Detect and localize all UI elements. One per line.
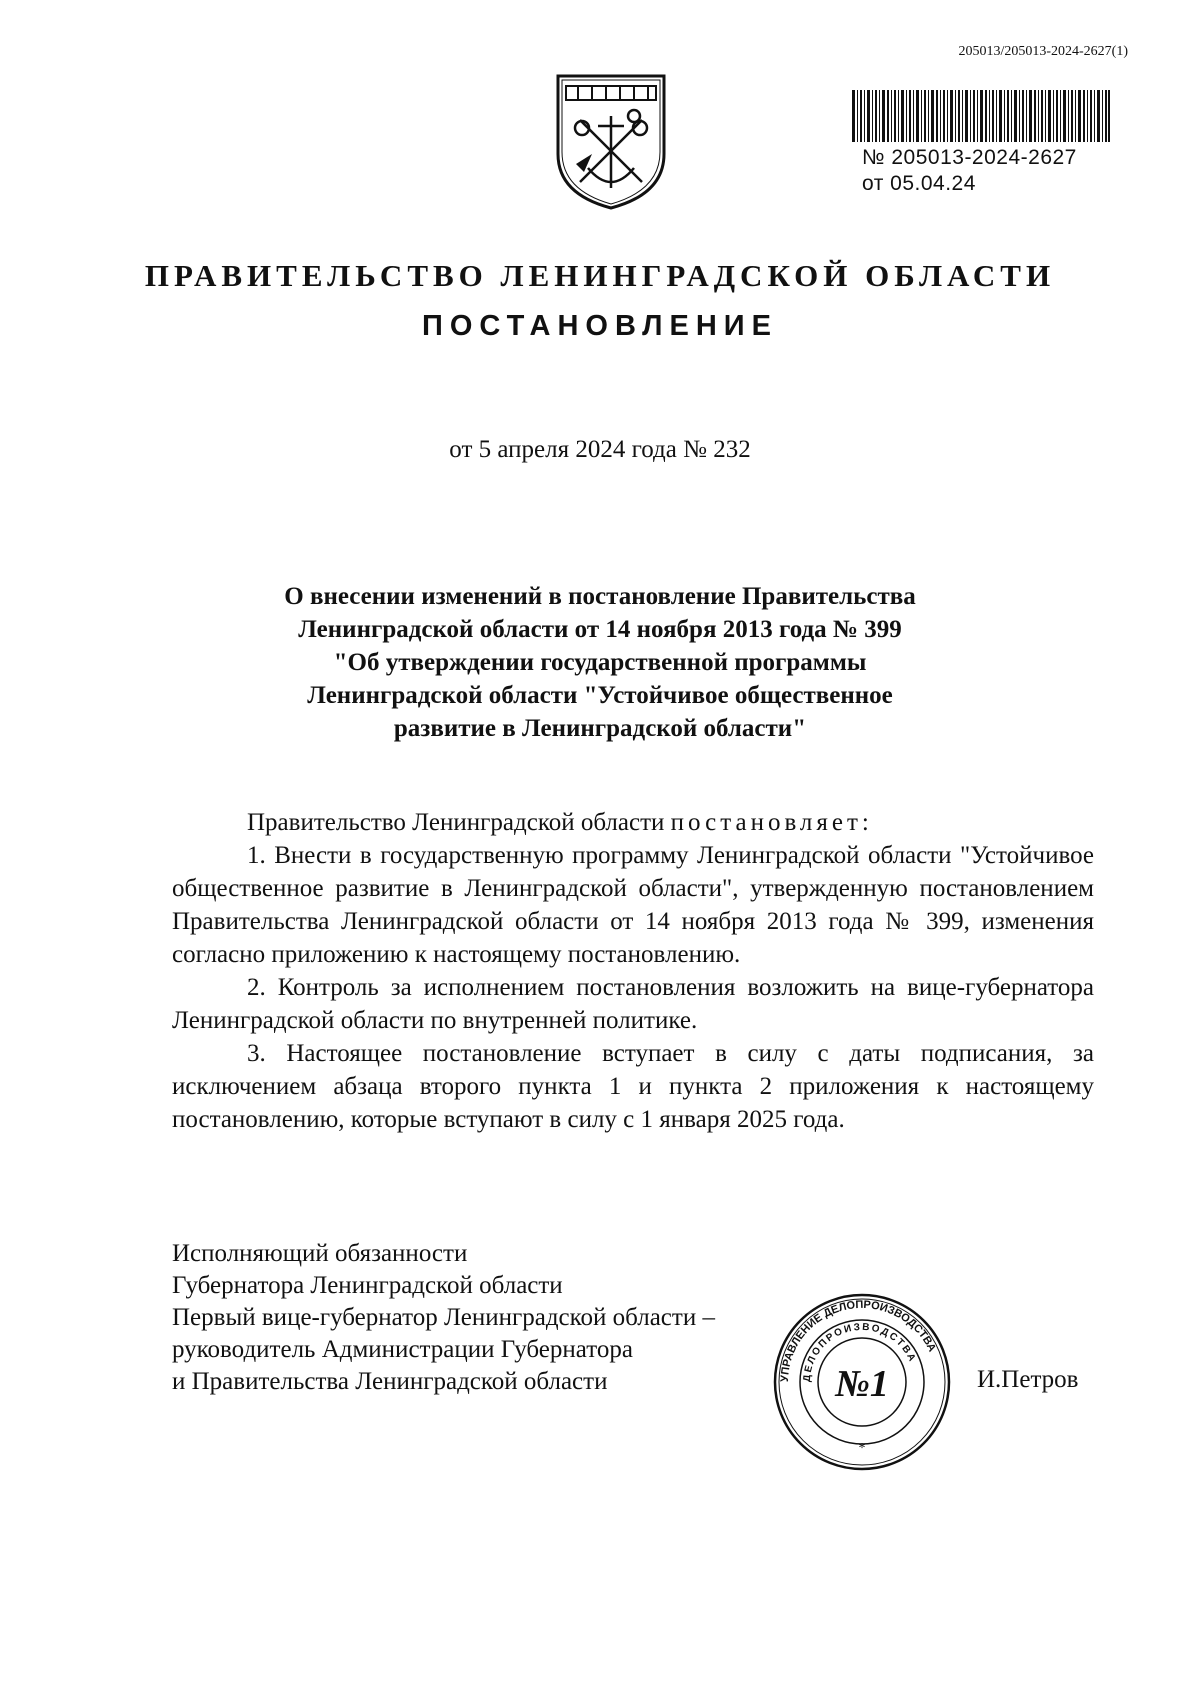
coat-of-arms-icon xyxy=(552,72,670,212)
document-reference: 205013/205013-2024-2627(1) xyxy=(958,44,1128,59)
signatory-title-line: и Правительства Ленинградской области xyxy=(172,1368,608,1395)
document-body xyxy=(172,806,1094,1136)
svg-text:*: * xyxy=(858,1441,866,1456)
barcode-icon xyxy=(852,90,1110,142)
subject-line: Ленинградской области "Устойчивое общественное xyxy=(307,682,893,709)
document-subject xyxy=(230,580,970,745)
document-date-number: от 5 апреля 2024 года № 232 xyxy=(449,436,751,463)
signatory-title-line: Первый вице-губернатор Ленинградской области – xyxy=(172,1304,715,1331)
intro-paragraph xyxy=(172,806,1094,839)
stamp-number: №1 xyxy=(835,1363,889,1405)
stamp-inner-text: ДЕЛОПРОИЗВОДСТВА xyxy=(801,1321,919,1383)
intro-text: Правительство Ленинградской области xyxy=(247,809,665,836)
signature-block xyxy=(172,1238,715,1398)
signatory-title-line: Губернатора Ленинградской области xyxy=(172,1272,563,1299)
stamp-outer-text: УПРАВЛЕНИЕ ДЕЛОПРОИЗВОДСТВА xyxy=(778,1298,939,1383)
body-item-2: 2. Контроль за исполнением постановления возложить на вице-губернатора Ленинградской области по внутренней политике. xyxy=(172,974,1094,1034)
subject-line: О внесении изменений в постановление Правительства xyxy=(284,583,916,610)
registration-number: № 205013-2024-2627 xyxy=(862,146,1077,169)
signatory-name: И.Петров xyxy=(977,1366,1079,1393)
subject-line: развитие в Ленинградской области" xyxy=(393,715,807,742)
signatory-title-line: руководитель Администрации Губернатора xyxy=(172,1336,633,1363)
document-type: ПОСТАНОВЛЕНИЕ xyxy=(422,310,778,342)
official-stamp xyxy=(772,1292,952,1472)
intro-verb: постановляет: xyxy=(670,809,873,836)
signatory-title-line: Исполняющий обязанности xyxy=(172,1240,468,1267)
subject-line: Ленинградской области от 14 ноября 2013 года № 399 xyxy=(298,616,902,643)
registration-date: от 05.04.24 xyxy=(862,172,976,195)
subject-line: "Об утверждении государственной программы xyxy=(333,649,867,676)
government-title: ПРАВИТЕЛЬСТВО ЛЕНИНГРАДСКОЙ ОБЛАСТИ xyxy=(144,258,1056,293)
body-item-3: 3. Настоящее постановление вступает в силу с даты подписания, за исключением абзаца второго пункта 1 и пункта 2 приложения к настоящему постановлению, которые вступают в силу с 1 января 2025 года. xyxy=(172,1040,1094,1133)
body-item-1: 1. Внести в государственную программу Ленинградской области "Устойчивое общественное развитие в Ленинградской области", утвержденную постановлением Правительства Ленинградской области от 14 ноября 2013 года № 399, изменения согласно приложению к настоящему постановлению. xyxy=(172,842,1094,968)
